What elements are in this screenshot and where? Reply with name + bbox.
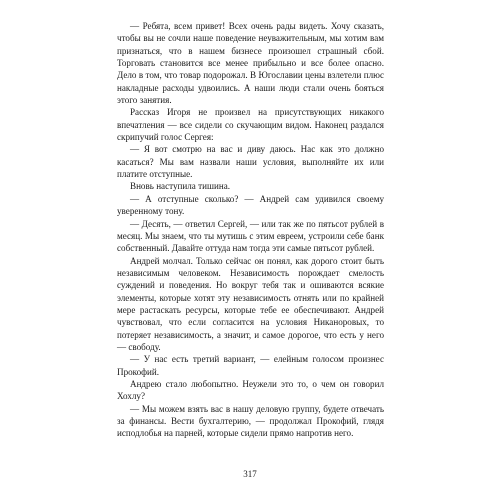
paragraph: Рассказ Игоря не произвел на присутствующих никакого впечатления — все сидели со скучающим видом. Наконец раздался скрипучий голос Сергея: (117, 107, 384, 143)
paragraph: — Ребята, всем привет! Всех очень рады видеть. Хочу сказать, чтобы вы не сочли наше поведение неуважительным, мы хотим вам признаться, что в нашем бизнесе произошел страшный сбой. Торговать становится все менее прибыльно и все более опасно. Дело в том, что товар подорожал. В Югославии цены взлетели плюс накладные расходы удвоились. А наши люди стали очень бояться этого занятия. (117, 21, 384, 106)
paragraph: Вновь наступила тишина. (130, 181, 231, 192)
paragraph: — У нас есть третий вариант, — елейным голосом произнес Прокофий. (117, 354, 384, 377)
paragraph: — А отступные сколько? — Андрей сам удивился своему уверенному тону. (117, 193, 384, 217)
paragraph: Андрей молчал. Только сейчас он понял, как дорого стоит быть независимым человеком. Независимость порождает смелость суждений и поведения. Но вокруг тебя так и ошиваются всякие элементы, которые хотят эту независимость отнять или по крайней мере растаскать ресурсы, которые тебе ее обеспечивают. Андрей чувствовал, что если согласится на условия Никаноровых, то потеряет независимость, а значит, и самое дорогое, что есть у него — свободу. (117, 255, 384, 352)
paragraph: — Я вот смотрю на вас и диву даюсь. Нас как это должно касаться? Мы вам назвали наши условия, выполняйте их или платите отступные. (117, 144, 384, 180)
page-number: 317 (243, 469, 257, 479)
paragraph: Андрею стало любопытно. Неужели это то, о чем он говорил Хохлу? (117, 378, 384, 402)
paragraph: — Мы можем взять вас в нашу деловую группу, будете отвечать за финансы. Вести бухгалтерию, — продолжал Прокофий, глядя исподлобья на парней, которые сидели прямо напротив него. (117, 403, 384, 439)
body-text (117, 20, 384, 440)
paragraph: — Десять, — ответил Сергей, — или так же по пятьсот рублей в месяц. Мы знаем, что ты мутишь с этим евреем, устроили себе банк собственный. Давайте оттуда нам тогда эти самые пятьсот рублей. (117, 218, 384, 254)
